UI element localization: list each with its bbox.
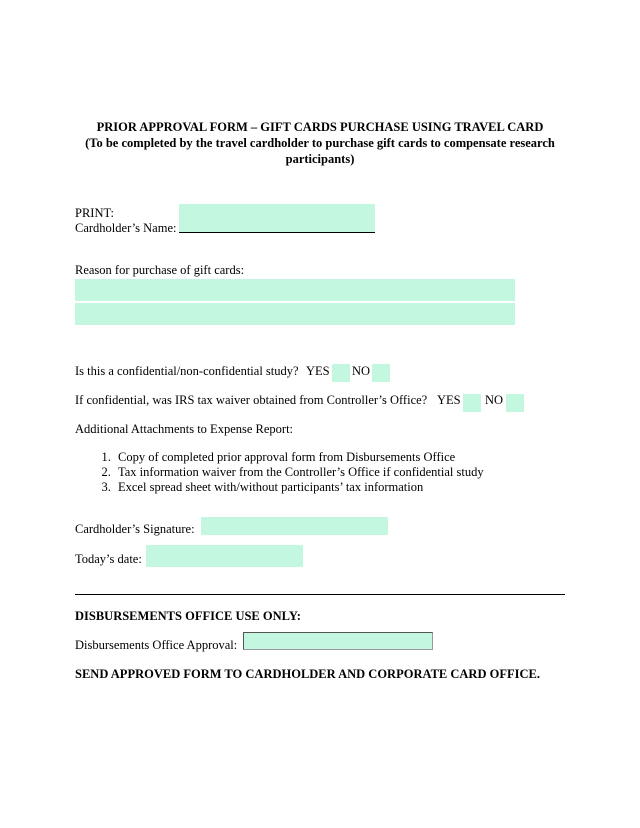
confidential-no-checkbox[interactable] [372, 364, 390, 382]
confidential-question: Is this a confidential/non-confidential study? [75, 364, 299, 378]
reason-label: Reason for purchase of gift cards: [75, 263, 245, 277]
section-divider [75, 594, 565, 595]
cardholder-name-underline [179, 232, 375, 233]
attachment-item: 3. Excel spread sheet with/without participants’ tax information [114, 480, 594, 495]
date-label: Today’s date: [75, 552, 142, 566]
irs-yes-label: YES [437, 393, 461, 407]
attachments-label: Additional Attachments to Expense Report: [75, 422, 294, 436]
office-approval-field[interactable] [243, 632, 433, 650]
attachments-list [75, 450, 594, 495]
confidential-no-label: NO [352, 364, 371, 378]
office-use-heading: DISBURSEMENTS OFFICE USE ONLY: [75, 609, 301, 623]
cardholder-name-field[interactable] [179, 204, 375, 232]
form-subtitle-line1: (To be completed by the travel cardholder to purchase gift cards to compensate research [85, 136, 555, 150]
reason-field-line2[interactable] [75, 303, 515, 325]
irs-waiver-question: If confidential, was IRS tax waiver obtained from Controller’s Office? [75, 393, 428, 407]
print-label: PRINT: [75, 206, 114, 220]
confidential-yes-checkbox[interactable] [332, 364, 350, 382]
reason-field-line1[interactable] [75, 279, 515, 301]
cardholder-name-label: Cardholder’s Name: [75, 221, 177, 235]
form-title: PRIOR APPROVAL FORM – GIFT CARDS PURCHASE USING TRAVEL CARD [96, 120, 544, 134]
irs-yes-checkbox[interactable] [463, 394, 481, 412]
date-field[interactable] [146, 545, 303, 567]
send-instructions: SEND APPROVED FORM TO CARDHOLDER AND CORPORATE CARD OFFICE. [75, 667, 540, 681]
signature-field[interactable] [201, 517, 388, 535]
attachment-item: 1. Copy of completed prior approval form from Disbursements Office [114, 450, 594, 465]
confidential-yes-label: YES [306, 364, 330, 378]
irs-no-label: NO [485, 393, 504, 407]
form-subtitle-line2: participants) [285, 152, 355, 166]
signature-label: Cardholder’s Signature: [75, 522, 195, 536]
irs-no-checkbox[interactable] [506, 394, 524, 412]
office-approval-label: Disbursements Office Approval: [75, 638, 238, 652]
attachment-item: 2. Tax information waiver from the Controller’s Office if confidential study [114, 465, 594, 480]
